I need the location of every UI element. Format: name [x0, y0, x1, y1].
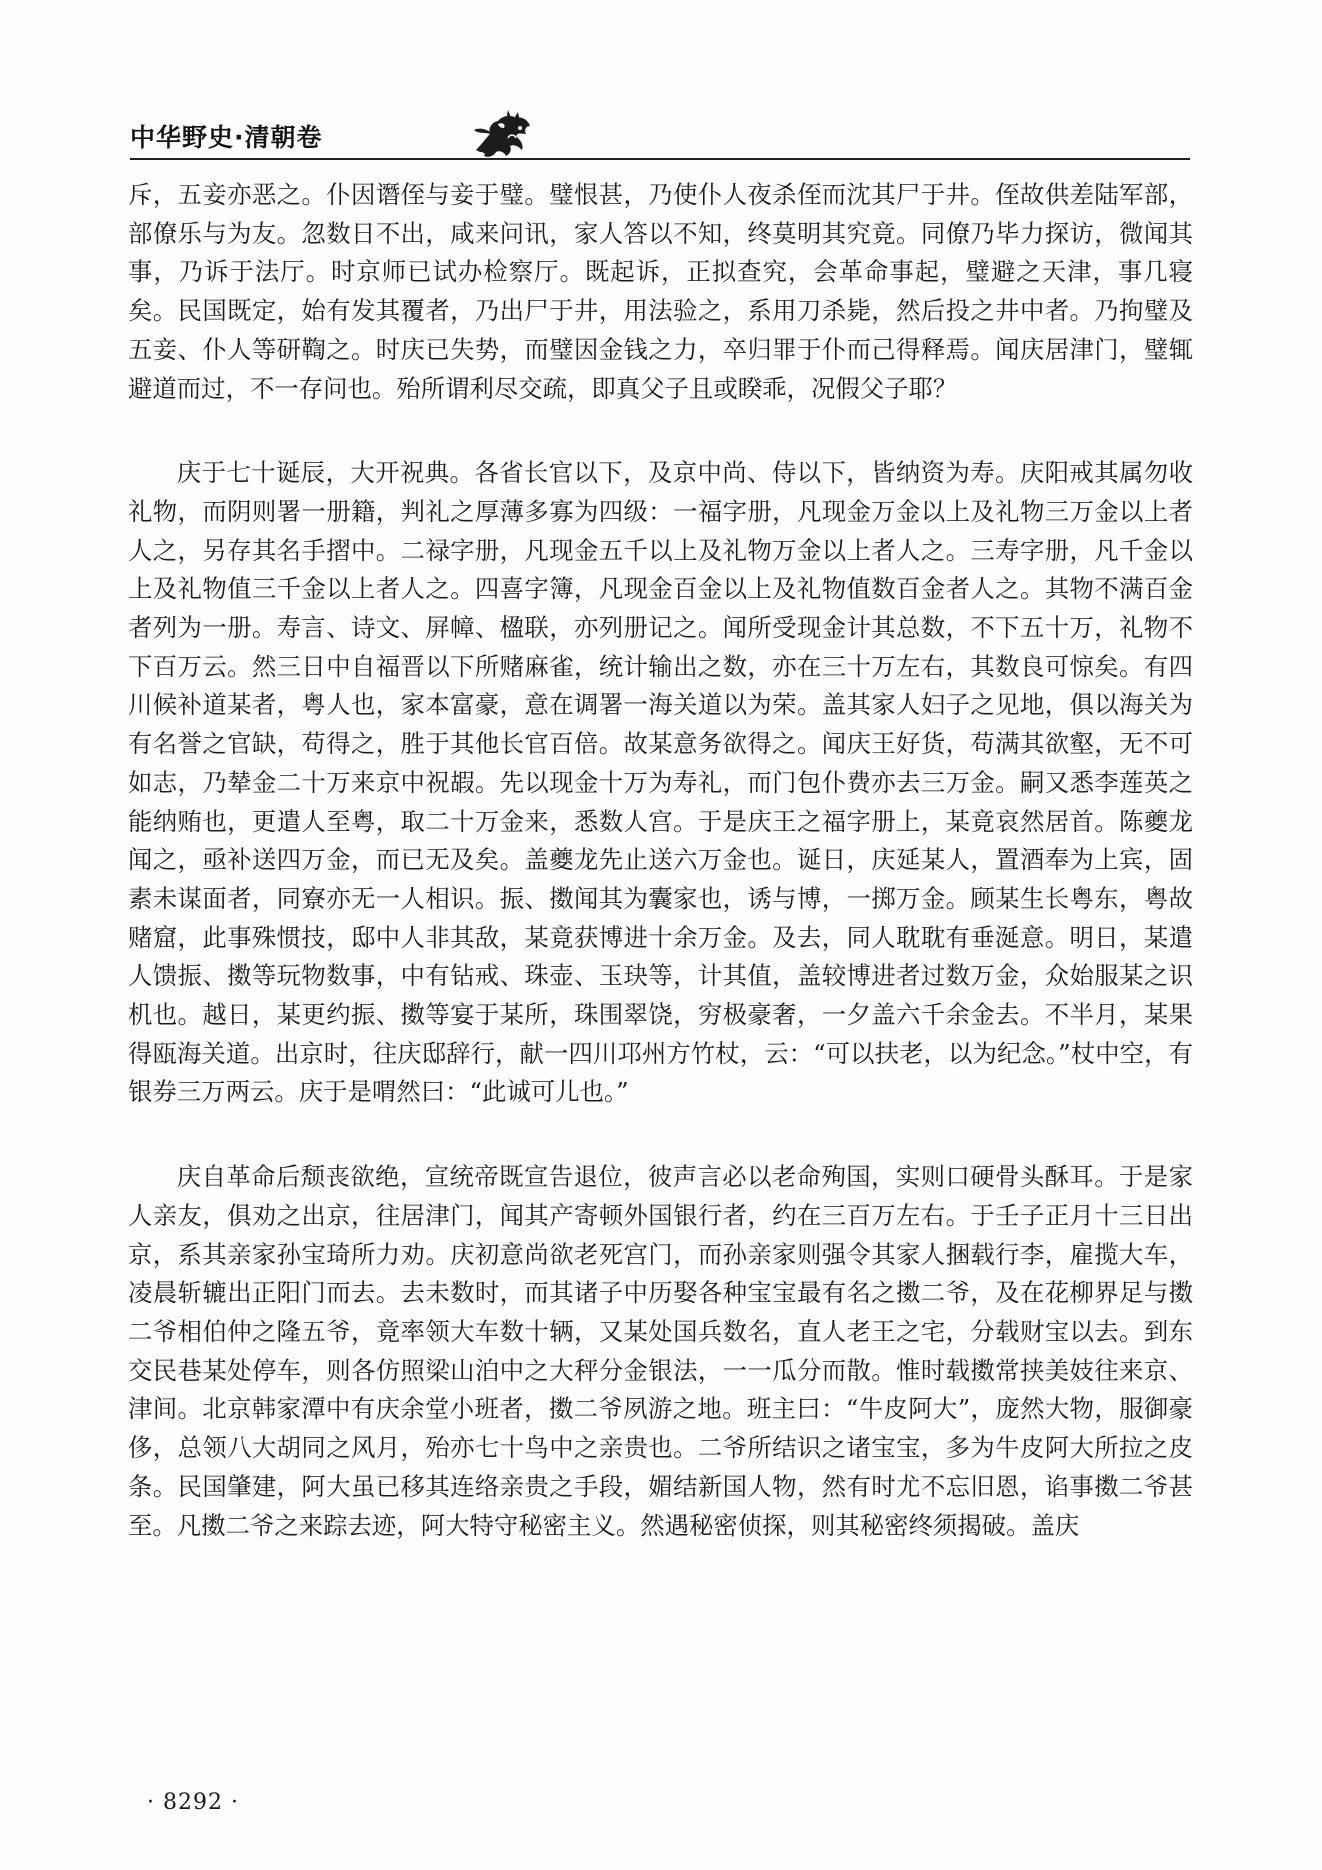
paragraph: 庆于七十诞辰，大开祝典。各省长官以下，及京中尚、侍以下，皆纳资为寿。庆阳戒其属勿收礼物，而阴则署一册籍，判礼之厚薄多寡为四级：一福字册，凡现金万金以上及礼物三万金以上者人之，另存其名手摺中。二禄字册，凡现金五千以上及礼物万金以上者人之。三寿字册，凡千金以上及礼物值三千金以上者人之。四喜字簿，凡现金百金以上及礼物值数百金者人之。其物不满百金者列为一册。寿言、诗文、屏幛、楹联，亦列册记之。闻所受现金计其总数，不下五十万，礼物不下百万云。然三日中自福晋以下所赌麻雀，统计输出之数，亦在三十万左右，其数良可惊矣。有四川候补道某者，粤人也，家本富豪，意在调署一海关道以为荣。盖其家人妇子之见地，俱以海关为有名誉之官缺，苟得之，胜于其他长官百倍。故某意务欲得之。闻庆王好货，苟满其欲壑，无不可如志，乃辇金二十万来京中祝嘏。先以现金十万为寿礼，而门包仆费亦去三万金。嗣又悉李莲英之能纳贿也，更遣人至粤，取二十万金来，悉数人宫。于是庆王之福字册上，某竟哀然居首。陈夔龙闻之，亟补送四万金，而已无及矣。盖夔龙先止送六万金也。诞日，庆延某人，置酒奉为上宾，固素未谋面者，同寮亦无一人相识。振、擞闻其为囊家也，诱与博，一掷万金。顾某生长粤东，粤故赌窟，此事殊惯技，邸中人非其敌，某竟获博进十余万金。及去，同人耽耽有垂涎意。明日，某遣人馈振、擞等玩物数事，中有钻戒、珠壶、玉玦等，计其值，盖较博进者过数万金，众始服某之识机也。越日，某更约振、擞等宴于某所，珠围翠饶，穷极豪奢，一夕盖六千余金去。不半月，某果得瓯海关道。出京时，往庆邸辞行，献一四川邛州方竹杖，云：“可以扶老，以为纪念。”杖中空，有银券三万两云。庆于是喟然曰：“此诚可儿也。”	[128, 458, 1193, 1107]
body-text	[128, 176, 1193, 1545]
paragraph: 庆自革命后颓丧欲绝，宣统帝既宣告退位，彼声言必以老命殉国，实则口硬骨头酥耳。于是家人亲友，俱劝之出京，往居津门，闻其产寄顿外国银行者，约在三百万左右。于壬子正月十三日出京，系其亲家孙宝琦所力劝。庆初意尚欲老死宫门，而孙亲家则强令其家人捆载行李，雇揽大车，凌晨斩辘出正阳门而去。去未数时，而其诸子中历娶各种宝宝最有名之擞二爷，及在花柳界足与擞二爷相伯仲之隆五爷，竟率领大车数十辆，又某处国兵数名，直人老王之宅，分载财宝以去。到东交民巷某处停车，则各仿照梁山泊中之大秤分金银法，一一瓜分而散。惟时载擞常挟美妓往来京、津间。北京韩家潭中有庆余堂小班者，擞二爷夙游之地。班主曰：“牛皮阿大”，庞然大物，服御豪侈，总领八大胡同之风月，殆亦七十鸟中之亲贵也。二爷所结识之诸宝宝，多为牛皮阿大所拉之皮条。民国肇建，阿大虽已移其连络亲贵之手段，媚结新国人物，然有时尤不忘旧恩，谄事擞二爷甚至。凡擞二爷之来踪去迹，阿大特守秘密主义。然遇秘密侦探，则其秘密终须揭破。盖庆	[128, 1162, 1193, 1540]
page-number: · 8292 ·	[147, 1790, 239, 1815]
page-header	[130, 104, 1190, 164]
paragraph: 斥，五妾亦恶之。仆因谮侄与妾于璧。璧恨甚，乃使仆人夜杀侄而沈其尸于井。侄故供差陆军部，部僚乐与为友。忽数日不出，咸来问讯，家人答以不知，终莫明其究竟。同僚乃毕力探访，微闻其事，乃诉于法厅。时京师已试办检察厅。既起诉，正拟查究，会革命事起，璧避之天津，事几寝矣。民国既定，始有发其覆者，乃出尸于井，用法验之，系用刀杀毙，然后投之井中者。乃拘璧及五妾、仆人等研鞫之。时庆已失势，而璧因金钱之力，卒归罪于仆而己得释焉。闻庆居津门，璧辄避道而过，不一存问也。殆所谓利尽交疏，即真父子且或睽乖，况假父子耶？	[128, 180, 1193, 403]
dragon-emblem-icon	[468, 104, 540, 160]
header-rule	[130, 158, 1190, 160]
book-title: 中华野史·清朝卷	[130, 123, 323, 152]
